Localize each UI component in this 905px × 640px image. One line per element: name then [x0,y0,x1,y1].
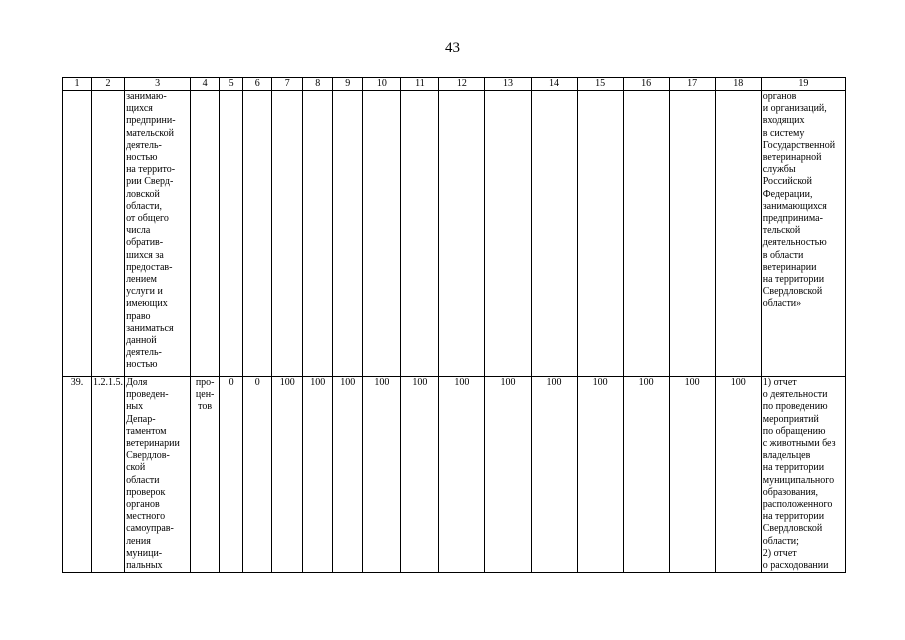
header-row [63,78,846,91]
text-line: органов [126,499,160,511]
text-line: по проведению [762,401,828,413]
text-line: от общего [126,213,169,225]
text-line: пальных [126,560,163,572]
table-row-39 [63,377,846,573]
text-line: местного [126,511,166,523]
header-col-8: 8 [303,78,333,91]
value-col-10: 100 [363,377,401,573]
text-line: по обращению [762,425,826,437]
text-line: таментом [126,425,167,437]
text-line: ской [126,462,146,474]
page-number: 43 [445,40,460,56]
value-col-8: 100 [303,377,333,573]
text-line: рии Сверд- [126,176,174,188]
text-line: в систему [762,127,805,139]
text-line: самоуправ- [126,523,174,535]
text-line: области, [126,200,162,212]
text-line: Депар- [126,413,156,425]
text-line: заниматься [126,322,174,334]
source-of-information [761,377,845,573]
text-line: занимаю- [126,91,167,102]
cell [243,91,272,377]
cell [715,91,761,377]
text-line: тельской [762,225,801,237]
value-col-15: 100 [577,377,623,573]
header-col-16: 16 [623,78,669,91]
text-line: занимающихся [762,200,827,212]
header-col-13: 13 [485,78,531,91]
text-line: проведен- [126,389,169,401]
text-line: лением [126,274,157,286]
text-line: в области [762,249,804,261]
text-line: про- [195,377,215,388]
value-col-18: 100 [715,377,761,573]
text-line: 2) отчет [762,547,797,559]
cell [439,91,485,377]
text-line: Государственной [762,139,836,151]
cell [363,91,401,377]
text-line: ных [126,401,144,413]
header-col-3: 3 [125,78,191,91]
value-col-13: 100 [485,377,531,573]
text-line: Доля [126,377,148,388]
text-line: и организаций, [762,103,827,115]
cell [333,91,363,377]
value-col-14: 100 [531,377,577,573]
value-col-11: 100 [401,377,439,573]
text-line: с животными без [762,438,836,450]
text-line: ветеринарии [126,438,180,450]
cell [220,91,243,377]
text-line: Свердлов- [126,450,170,462]
row-number: 39. [63,377,92,573]
text-line: на территории [762,462,825,474]
text-line: мероприятий [762,413,819,425]
text-line: образования, [762,486,818,498]
text-line: области [126,474,160,486]
text-line: Свердловской [762,286,823,298]
text-line: расположенного [762,499,833,511]
text-line: предостав- [126,261,173,273]
text-line: обратив- [126,237,164,249]
cell [669,91,715,377]
header-col-5: 5 [220,78,243,91]
text-line: ловской [126,188,160,200]
text-line: числа [126,225,151,237]
text-line: на территории [762,274,825,286]
text-line: услуги и [126,286,163,298]
header-col-11: 11 [401,78,439,91]
text-line: на террито- [126,164,176,176]
cell [92,91,125,377]
text-line: деятель- [126,139,162,151]
value-col-6: 0 [243,377,272,573]
cell [531,91,577,377]
cell [623,91,669,377]
text-line: право [126,310,151,322]
indicator-name [125,377,191,573]
text-line: муници- [126,547,163,559]
value-col-9: 100 [333,377,363,573]
text-line: Свердловской [762,523,823,535]
cell [303,91,333,377]
header-col-7: 7 [272,78,303,91]
text-line: мательской [126,127,175,139]
continuation-row [63,91,846,377]
header-col-15: 15 [577,78,623,91]
text-line: входящих [762,115,805,127]
header-col-12: 12 [439,78,485,91]
cell [63,91,92,377]
header-col-17: 17 [669,78,715,91]
text-line: ностью [126,152,158,164]
text-line: Российской [762,176,813,188]
text-line: щихся [126,103,153,115]
indicators-table [62,77,846,573]
indicator-name-continued [125,91,191,377]
value-col-5: 0 [220,377,243,573]
header-col-4: 4 [191,78,220,91]
header-col-14: 14 [531,78,577,91]
header-col-6: 6 [243,78,272,91]
value-col-7: 100 [272,377,303,573]
text-line: проверок [126,486,166,498]
text-line: шихся за [126,249,164,261]
text-line: органов [762,91,797,102]
header-col-18: 18 [715,78,761,91]
text-line: Федерации, [762,188,813,200]
text-line: цен- [195,389,215,401]
text-line: муниципального [762,474,835,486]
source-continued [761,91,845,377]
text-line: владельцев [762,450,811,462]
task-code: 1.2.1.5. [92,377,125,573]
text-line: деятель- [126,347,162,359]
cell [272,91,303,377]
header-col-1: 1 [63,78,92,91]
unit [191,377,220,573]
text-line: имеющих [126,298,168,310]
text-line: ветеринарии [762,261,817,273]
value-col-12: 100 [439,377,485,573]
header-col-2: 2 [92,78,125,91]
text-line: о расходовании [762,560,829,572]
cell [401,91,439,377]
text-line: тов [198,401,213,413]
cell [191,91,220,377]
header-col-10: 10 [363,78,401,91]
text-line: службы [762,164,796,176]
text-line: 1) отчет [762,377,797,388]
value-col-17: 100 [669,377,715,573]
text-line: предприни- [126,115,176,127]
text-line: ностью [126,359,158,371]
text-line: области; [762,535,799,547]
text-line: о деятельности [762,389,828,401]
header-col-19: 19 [761,78,845,91]
cell [577,91,623,377]
text-line: на территории [762,511,825,523]
header-col-9: 9 [333,78,363,91]
text-line: области» [762,298,802,310]
text-line: данной [126,335,157,347]
value-col-16: 100 [623,377,669,573]
text-line: ления [126,535,151,547]
text-line: предпринима- [762,213,823,225]
cell [485,91,531,377]
text-line: деятельностью [762,237,827,249]
text-line: ветеринарной [762,152,822,164]
